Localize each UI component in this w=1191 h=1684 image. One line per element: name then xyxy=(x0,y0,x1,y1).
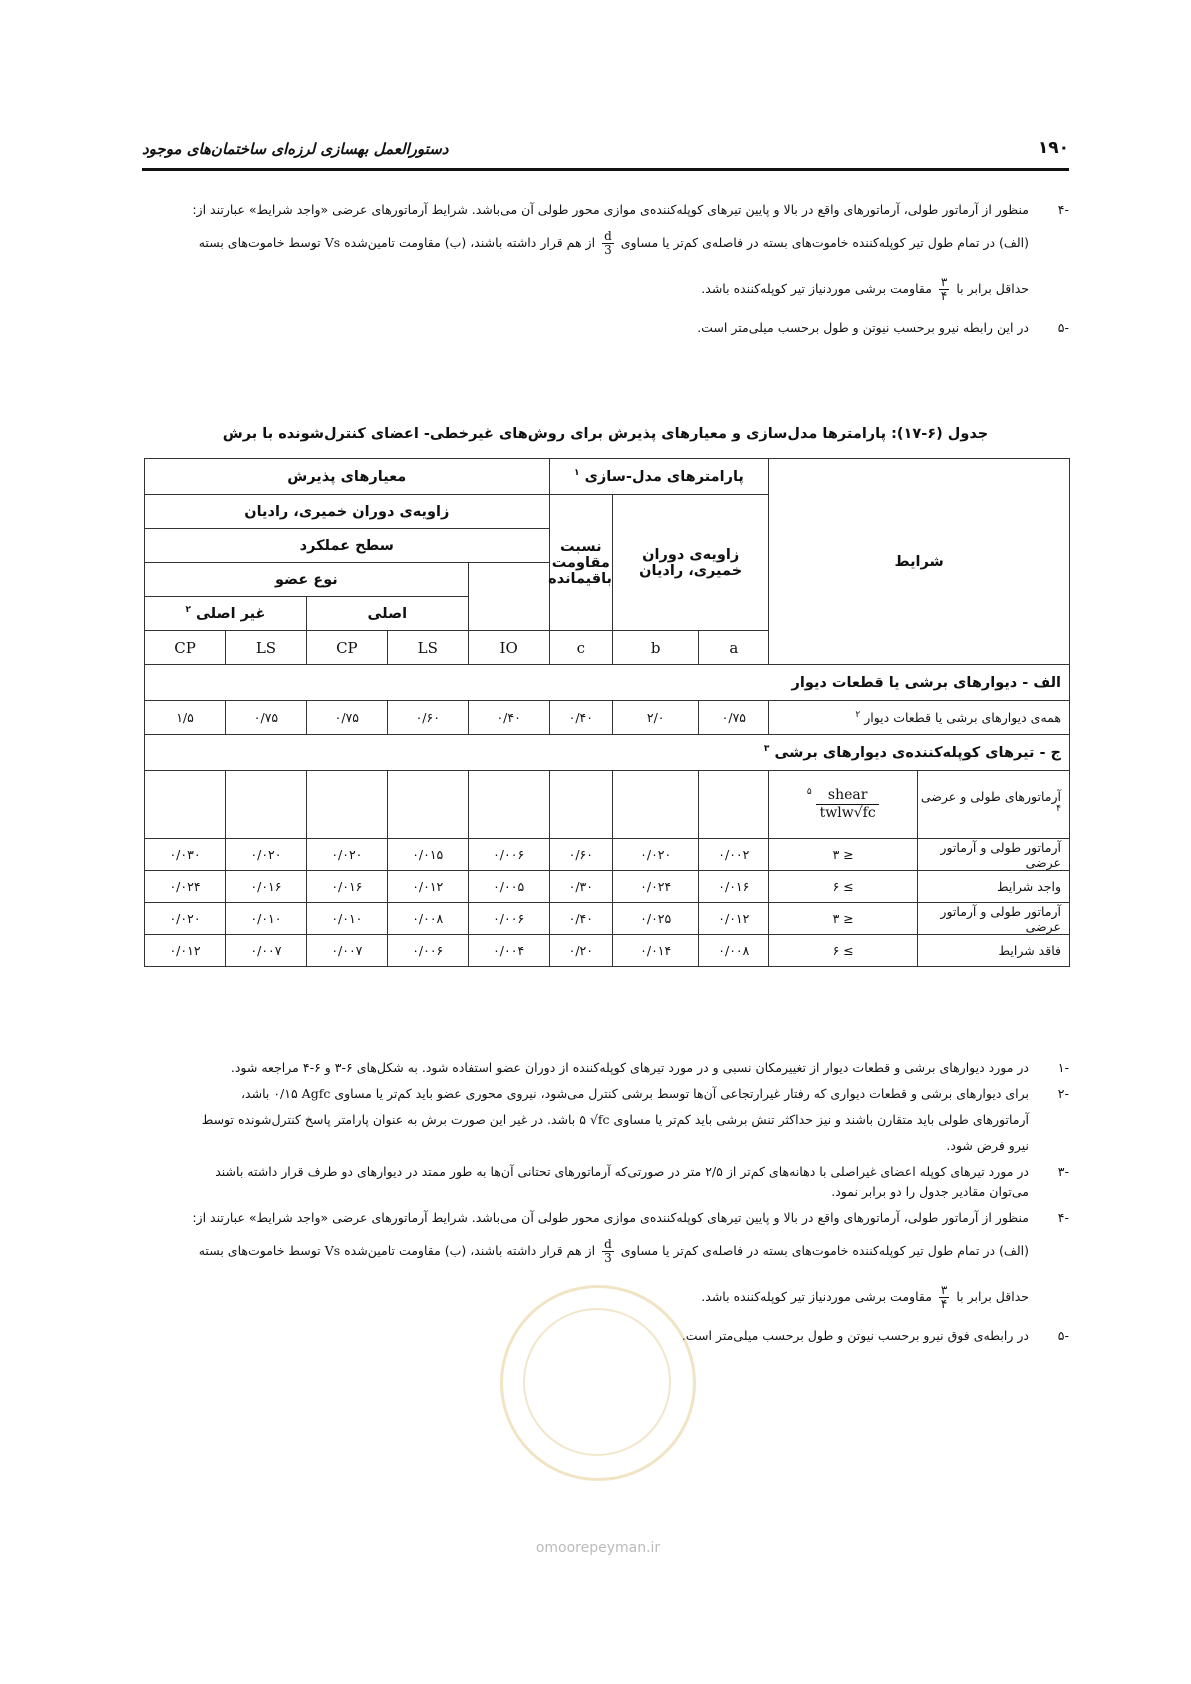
residual-strength-header: نسبت مقاومت باقیمانده xyxy=(549,495,612,631)
group-label: آرماتور طولی و آرماتور عرضی xyxy=(918,839,1070,871)
note-number: -۴ xyxy=(1057,1210,1069,1225)
table-row: فاقد شرایط ≥ ۶ ۰/۰۰۸ ۰/۰۱۴ ۰/۲۰ ۰/۰۰۴ ۰/۰۰۶ ۰/۰۰۷ ۰/۰۰۷ ۰/۰۱۲ xyxy=(145,935,1070,967)
reinforcement-label: آرماتورهای طولی و عرضی $^۴$ xyxy=(918,771,1070,839)
watermark-seal-inner xyxy=(523,1308,671,1456)
note-number: -۵ xyxy=(1057,1328,1069,1343)
col-ls-primary: LS xyxy=(387,631,468,665)
col-c: c xyxy=(549,631,612,665)
footnote-1 xyxy=(149,1058,1069,1078)
col-cp-secondary: CP xyxy=(145,631,226,665)
section-c-title: ج - تیرهای کوپله‌کننده‌ی دیوارهای برشی $^۳$ xyxy=(145,735,1070,771)
note-line: می‌توان مقادیر جدول را دو برابر نمود. xyxy=(831,1184,1029,1199)
note-line: در مورد تیرهای کوپله اعضای غیراصلی با دهانه‌های کم‌تر از ۲/۵ متر در صورتی‌که آرماتورهای تحتانی آن‌ها به طور ممتد در دیوارهای دو طرف قرار داشته باشند xyxy=(215,1164,1029,1179)
secondary-header: غیر اصلی $^۲$ xyxy=(145,597,307,631)
top-note-4 xyxy=(149,200,1069,312)
note-line: برای دیوارهای برشی و قطعات دیواری که رفتار غیرارتجاعی آن‌ها توسط برشی کنترل می‌شود، نیروی محوری عضو باید کم‌تر یا مساوی ۰/۱۵ Agfc باشد، xyxy=(241,1086,1029,1101)
value-cell: ۰/۷۵ xyxy=(306,701,387,735)
conditions-header: شرایط xyxy=(769,459,1070,665)
col-ls-secondary: LS xyxy=(226,631,307,665)
ratio-cell: ≤ ۳ xyxy=(769,903,918,935)
vs-symbol: Vs xyxy=(324,1243,341,1258)
top-notes xyxy=(149,200,1069,344)
value-cell: ۲/۰ xyxy=(613,701,699,735)
note-line: نیرو فرض شود. xyxy=(946,1138,1029,1153)
plastic-rotation-header: زاویه‌ی دوران خمیری، رادیان xyxy=(145,495,550,529)
footnote-2 xyxy=(149,1084,1069,1156)
value-cell: ۰/۴۰ xyxy=(549,701,612,735)
value-cell: ۰/۷۵ xyxy=(699,701,769,735)
table-row: آرماتور طولی و آرماتور عرضی ≤ ۳ ۰/۰۱۲ ۰/۰۲۵ ۰/۴۰ ۰/۰۰۶ ۰/۰۰۸ ۰/۰۱۰ ۰/۰۱۰ ۰/۰۲۰ xyxy=(145,903,1070,935)
col-io: IO xyxy=(468,631,549,665)
group-label: آرماتور طولی و آرماتور عرضی xyxy=(918,903,1070,935)
plastic-rotation-ab-header: زاویه‌ی دوران خمیری، رادیان xyxy=(613,495,769,631)
value-cell: ۰/۶۰ xyxy=(387,701,468,735)
note-number: -۵ xyxy=(1057,320,1069,335)
shear-ratio-header: shear twlw√fc $^۵$ xyxy=(769,771,918,839)
col-b: b xyxy=(613,631,699,665)
running-title: دستورالعمل بهسازی لرزه‌ای ساختمان‌های موجود xyxy=(142,140,449,158)
io-spacer xyxy=(468,563,549,631)
note-line: (الف) در تمام طول تیر کوپله‌کننده خاموت‌های بسته در فاصله‌ی کم‌تر یا مساوی $\frac{d}{3}$ از هم قرار داشته باشند، (ب) مقاومت تامین‌شده Vs توسط خاموت‌های بسته xyxy=(198,1237,1029,1265)
note-line: در این رابطه نیرو برحسب نیوتن و طول برحسب میلی‌متر است. xyxy=(697,320,1029,335)
table-row: آرماتور طولی و آرماتور عرضی ≤ ۳ ۰/۰۰۲ ۰/۰۲۰ ۰/۶۰ ۰/۰۰۶ ۰/۰۱۵ ۰/۰۲۰ ۰/۰۲۰ ۰/۰۳۰ xyxy=(145,839,1070,871)
axial-limit-formula: ۰/۱۵ Agfc xyxy=(273,1086,331,1101)
note-number: -۴ xyxy=(1057,202,1069,217)
page-number: ۱۹۰ xyxy=(1037,138,1069,158)
section-a-row-label: همه‌ی دیوارهای برشی یا قطعات دیوار $^۲$ xyxy=(769,701,1070,735)
note-line: منظور از آرماتور طولی، آرماتورهای واقع در بالا و پایین تیرهای کوپله‌کننده‌ی موازی محور طولی آن می‌باشد. شرایط آرماتورهای عرضی «واجد شرایط» عبارتند از: xyxy=(192,202,1029,217)
ratio-cell: ≥ ۶ xyxy=(769,935,918,967)
note-line: حداقل برابر با $\frac{۳}{۴}$ مقاومت برشی موردنیاز تیر کوپله‌کننده باشد. xyxy=(701,1283,1029,1311)
ratio-cell: ≥ ۶ xyxy=(769,871,918,903)
note-line: منظور از آرماتور طولی، آرماتورهای واقع در بالا و پایین تیرهای کوپله‌کننده‌ی موازی محور طولی آن می‌باشد. شرایط آرماتورهای عرضی «واجد شرایط» عبارتند از: xyxy=(192,1210,1029,1225)
note-number: -۳ xyxy=(1057,1164,1069,1179)
col-cp-primary: CP xyxy=(306,631,387,665)
primary-header: اصلی xyxy=(306,597,468,631)
value-cell: ۰/۴۰ xyxy=(468,701,549,735)
vs-symbol: Vs xyxy=(324,235,341,250)
performance-level-header: سطح عملکرد xyxy=(145,529,550,563)
note-number: -۱ xyxy=(1057,1060,1069,1075)
ratio-cell: ≤ ۳ xyxy=(769,839,918,871)
section-a-title: الف - دیوارهای برشی یا قطعات دیوار xyxy=(145,665,1070,701)
watermark-seal xyxy=(500,1285,696,1481)
modeling-params-header: پارامترهای مدل-سازی $^۱$ xyxy=(549,459,769,495)
shear-ratio-formula: shear twlw√fc xyxy=(816,787,880,822)
d-over-3-fraction: $\frac{d}{3}$ xyxy=(604,1237,612,1265)
acceptance-criteria-table xyxy=(144,458,1070,967)
group-label: واجد شرایط xyxy=(918,871,1070,903)
acceptance-header: معیارهای پذیرش xyxy=(145,459,550,495)
value-cell: ۱/۵ xyxy=(145,701,226,735)
note-line: حداقل برابر با $\frac{۳}{۴}$ مقاومت برشی موردنیاز تیر کوپله‌کننده باشد. xyxy=(701,275,1029,303)
d-over-3-fraction: $\frac{d}{3}$ xyxy=(604,229,612,257)
three-quarters-fraction: $\frac{۳}{۴}$ xyxy=(940,275,948,303)
page-header xyxy=(142,136,1069,171)
note-line: در مورد دیوارهای برشی و قطعات دیوار از تغییرمکان نسبی و در مورد تیرهای کوپله‌کننده از دوران عضو استفاده شود. به شکل‌های ۶-۳ و ۶-۴ مراجعه شود. xyxy=(230,1060,1029,1075)
watermark-text: omoorepeyman.ir xyxy=(535,1540,661,1556)
footnote-3 xyxy=(149,1162,1069,1202)
value-cell: ۰/۷۵ xyxy=(226,701,307,735)
three-quarters-fraction: $\frac{۳}{۴}$ xyxy=(940,1283,948,1311)
group-label: فاقد شرایط xyxy=(918,935,1070,967)
shear-stress-formula: ۵ √fc xyxy=(579,1112,610,1127)
note-line: در رابطه‌ی فوق نیرو برحسب نیوتن و طول برحسب میلی‌متر است. xyxy=(681,1328,1029,1343)
col-a: a xyxy=(699,631,769,665)
table-row: واجد شرایط ≥ ۶ ۰/۰۱۶ ۰/۰۲۴ ۰/۳۰ ۰/۰۰۵ ۰/۰۱۲ ۰/۰۱۶ ۰/۰۱۶ ۰/۰۲۴ xyxy=(145,871,1070,903)
member-type-header: نوع عضو xyxy=(145,563,469,597)
note-line: (الف) در تمام طول تیر کوپله‌کننده خاموت‌های بسته در فاصله‌ی کم‌تر یا مساوی $\frac{d}{3}$ از هم قرار داشته باشند، (ب) مقاومت تامین‌شده Vs توسط خاموت‌های بسته xyxy=(198,229,1029,257)
note-line: آرماتورهای طولی باید متقارن باشند و نیز حداکثر تنش برشی باید کم‌تر یا مساوی ۵ √fc باشد. در غیر این صورت برش به عنوان پارامتر پاسخ کنترل‌شونده توسط xyxy=(201,1112,1029,1127)
table-caption: جدول (۶-۱۷): پارامترها مدل‌سازی و معیارهای پذیرش برای روش‌های غیرخطی- اعضای کنترل‌شونده با برش xyxy=(222,426,989,442)
note-number: -۲ xyxy=(1057,1086,1069,1101)
top-note-5 xyxy=(149,318,1069,338)
